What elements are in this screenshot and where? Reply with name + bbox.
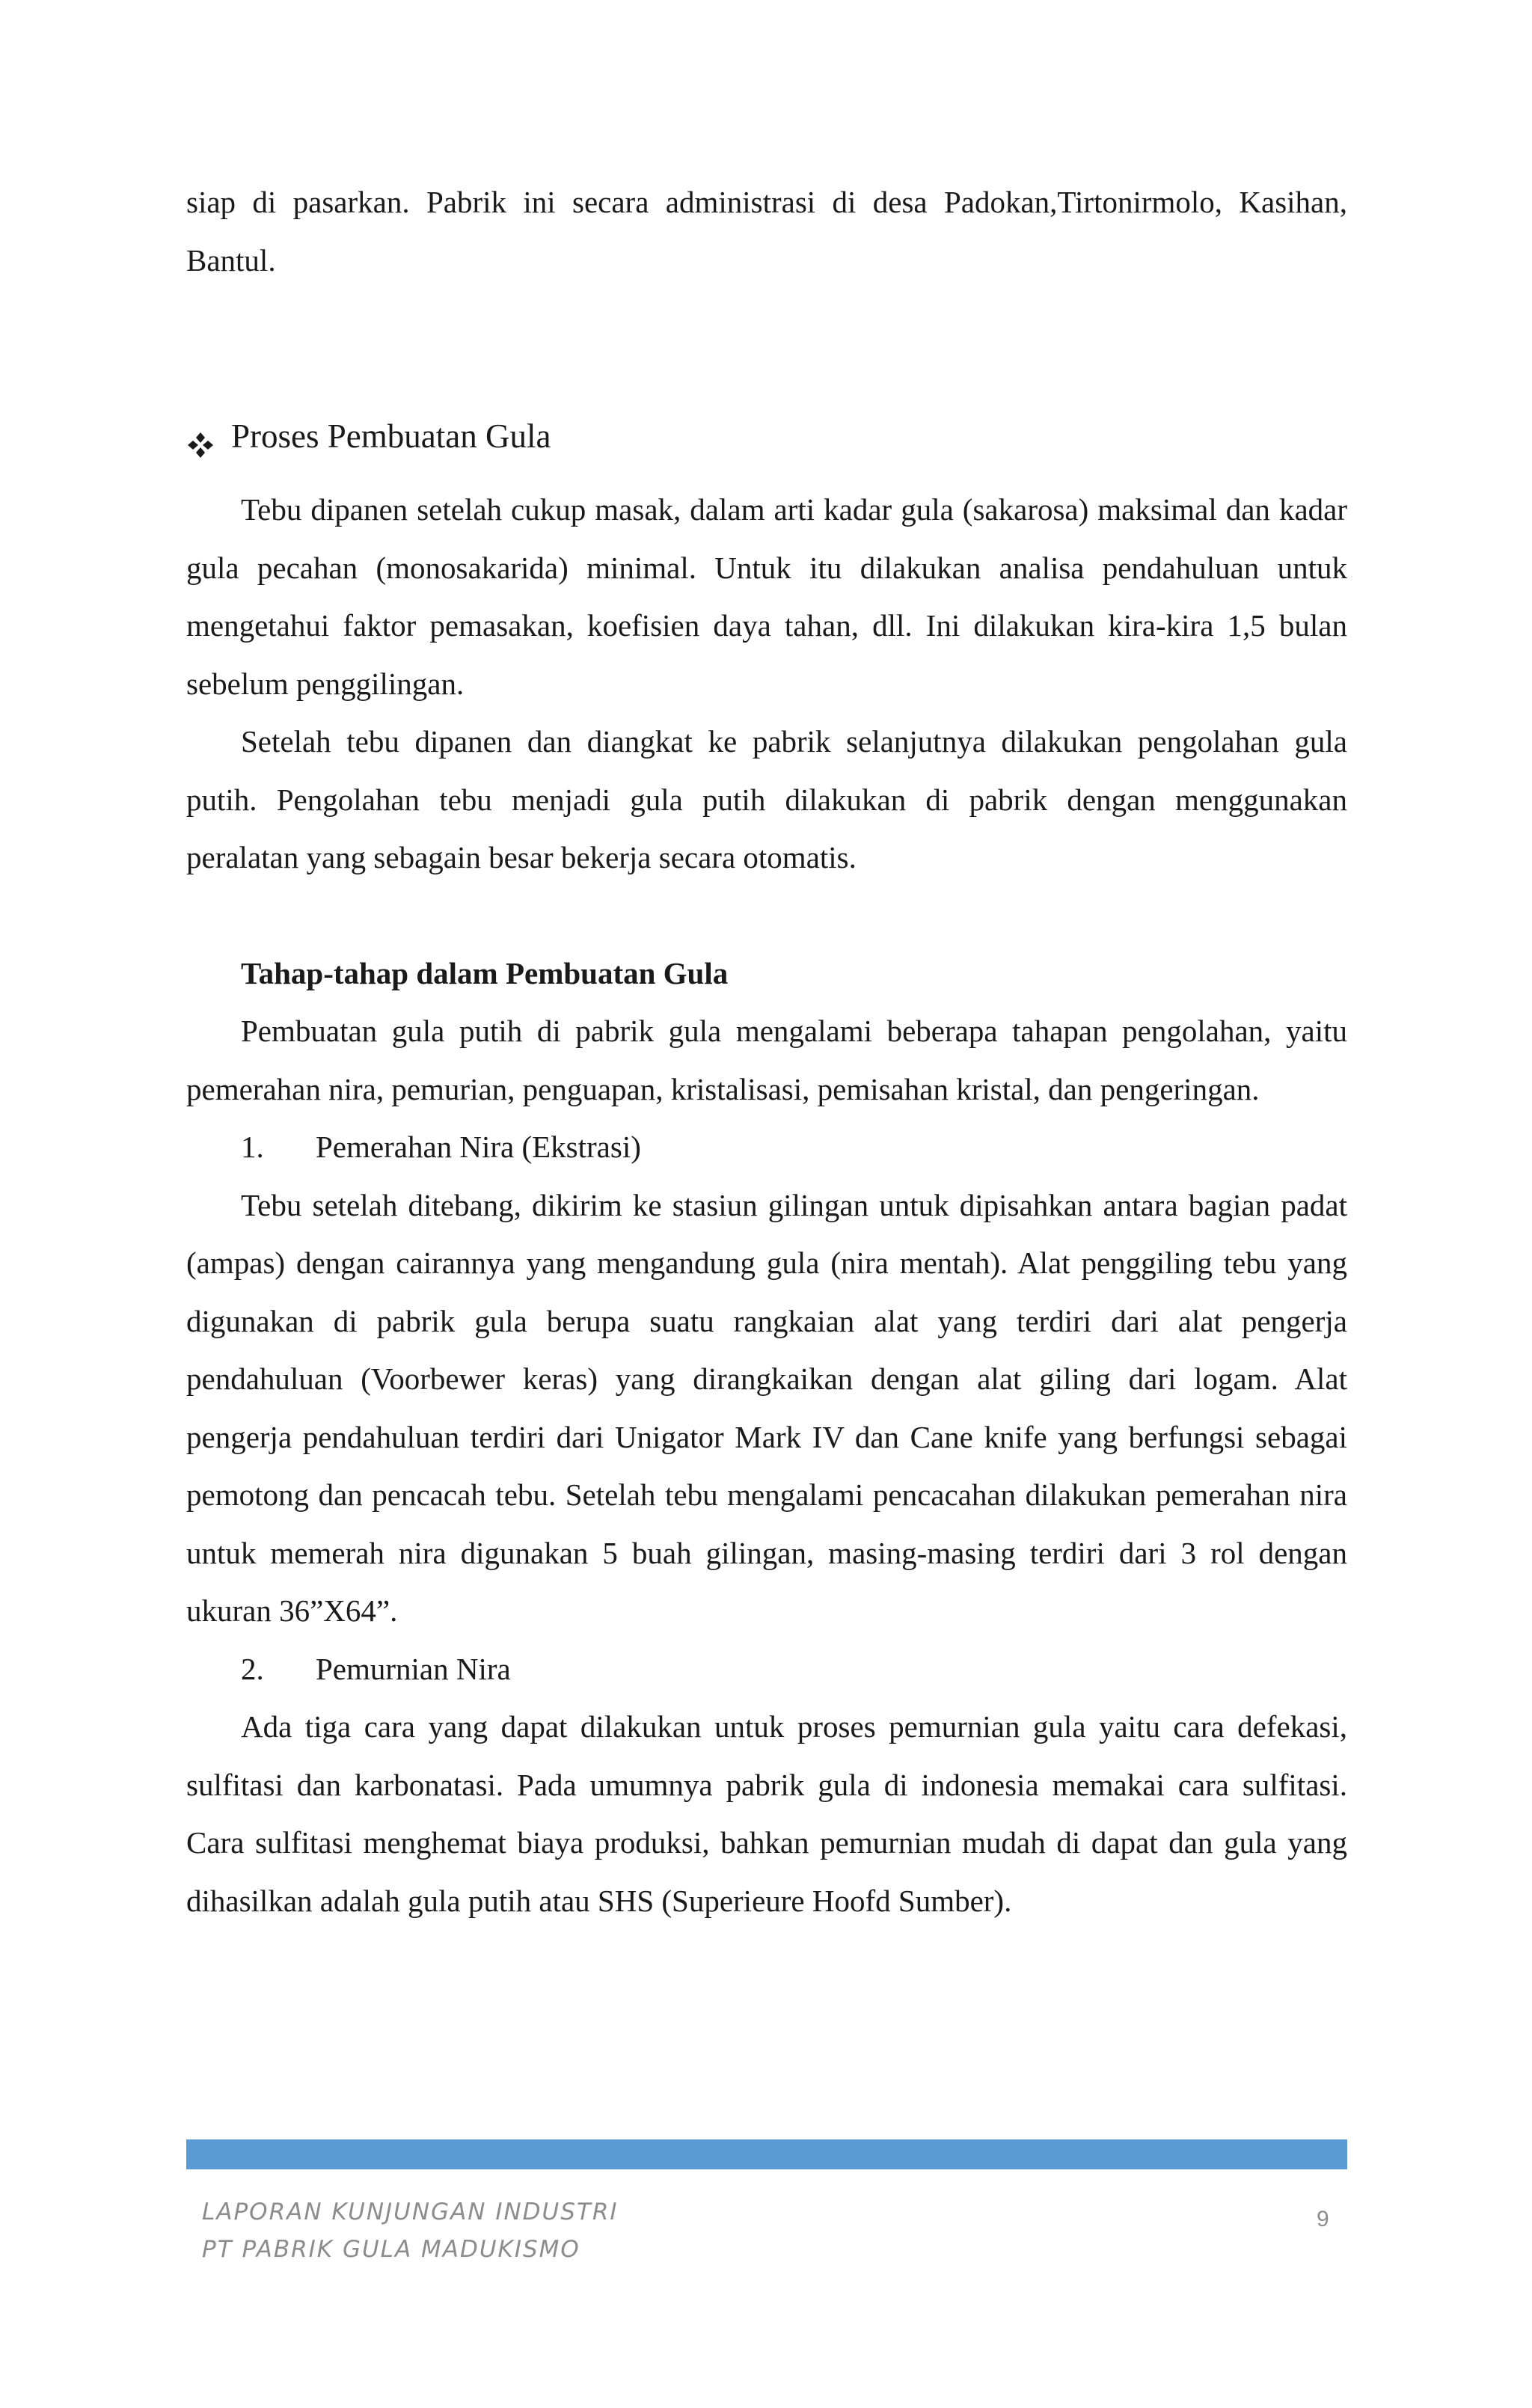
section-title: Proses Pembuatan Gula	[231, 417, 551, 455]
paragraph-spacer	[186, 887, 1347, 945]
step-1-heading	[186, 1118, 1347, 1177]
step-2-title: Pemurnian Nira	[316, 1651, 511, 1686]
footer-caption	[202, 2193, 619, 2268]
step-2-paragraph: Ada tiga cara yang dapat dilakukan untuk proses pemurnian gula yaitu cara defekasi, sulfitasi dan karbonatasi. Pada umumnya pabrik gula di indonesia memakai cara sulfitasi. Cara sulfitasi menghemat biaya produksi, bahkan pemurnian mudah di dapat dan gula yang dihasilkan adalah gula putih atau SHS (Superieure Hoofd Sumber).	[186, 1709, 1347, 1918]
diamond-bullet-icon	[186, 422, 215, 450]
step-1-paragraph: Tebu setelah ditebang, dikirim ke stasiun gilingan untuk dipisahkan antara bagian padat (ampas) dengan cairannya yang mengandung gula (nira mentah). Alat penggiling tebu yang digunakan di pabrik gula berupa suatu rangkaian alat yang terdiri dari alat pengerja pendahuluan (Voorbewer keras) yang dirangkaikan dengan alat giling dari logam. Alat pengerja pendahuluan terdiri dari Unigator Mark IV dan Cane knife yang berfungsi sebagai pemotong dan pencacah tebu. Setelah tebu mengalami pencacahan dilakukan pemerahan nira untuk memerah nira digunakan 5 buah gilingan, masing-masing terdiri dari 3 rol dengan ukuran 36”X64”.	[186, 1187, 1347, 1628]
intro-paragraph: siap di pasarkan. Pabrik ini secara administrasi di desa Padokan,Tirtonirmolo, Kasihan, Bantul.	[186, 185, 1347, 278]
footer-bar	[186, 2139, 1347, 2169]
step-1-title: Pemerahan Nira (Ekstrasi)	[316, 1130, 641, 1164]
footer-line-2: PT PABRIK GULA MADUKISMO	[202, 2236, 580, 2263]
step-2-number: 2.	[241, 1651, 264, 1686]
body-paragraph-1: Tebu dipanen setelah cukup masak, dalam arti kadar gula (sakarosa) maksimal dan kadar gula pecahan (monosakarida) minimal. Untuk itu dilakukan analisa pendahuluan untuk mengetahui faktor pemasakan, koefisien daya tahan, dll. Ini dilakukan kira-kira 1,5 bulan sebelum penggilingan.	[186, 492, 1347, 701]
step-2-heading	[186, 1640, 1347, 1699]
footer-line-1: LAPORAN KUNJUNGAN INDUSTRI	[202, 2199, 619, 2225]
page-number: 9	[1317, 2207, 1329, 2231]
intro-block	[186, 174, 1347, 289]
stages-paragraph: Pembuatan gula putih di pabrik gula mengalami beberapa tahapan pengolahan, yaitu pemerahan nira, pemurian, penguapan, kristalisasi, pemisahan kristal, dan pengeringan.	[186, 1014, 1347, 1106]
subheading: Tahap-tahap dalam Pembuatan Gula	[241, 955, 729, 990]
section-heading	[186, 410, 551, 462]
section-body	[186, 481, 1347, 1930]
step-1-number: 1.	[241, 1130, 264, 1164]
body-paragraph-2: Setelah tebu dipanen dan diangkat ke pabrik selanjutnya dilakukan pengolahan gula putih. Pengolahan tebu menjadi gula putih dilakukan di pabrik dengan menggunakan peralatan yang sebagain besar bekerja secara otomatis.	[186, 724, 1347, 874]
